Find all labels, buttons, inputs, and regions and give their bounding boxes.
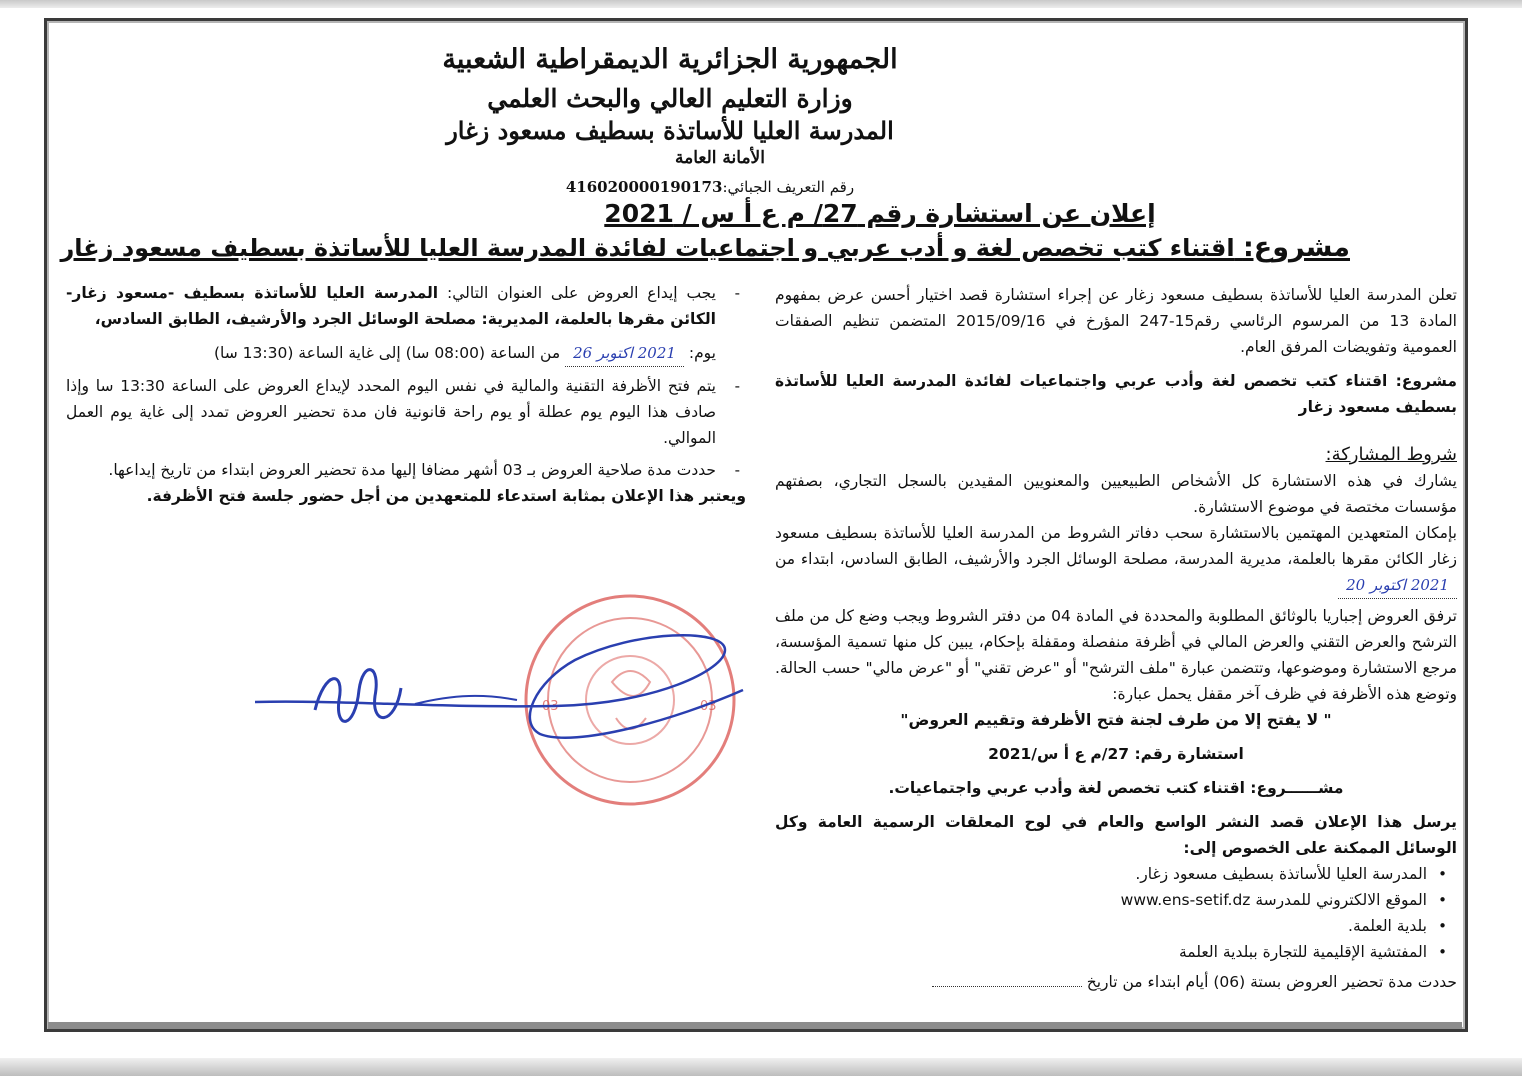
project-heading — [60, 232, 1350, 263]
project-title: اقتناء كتب تخصص لغة و أدب عربي و اجتماعيات لفائدة المدرسة العليا للأساتذة بسطيف مسعود زغار — [60, 234, 1235, 262]
secretariat-title: الأمانة العامة — [675, 148, 765, 168]
deposit-address: المدرسة العليا للأساتذة بسطيف -مسعود زغار- الكائن مقرها بالعلمة، المديرية: مصلحة الوسائل الجرد والأرشيف، الطابق السادس، — [66, 284, 716, 328]
scan-edge-bottom — [0, 1058, 1522, 1076]
conditions-paragraph-2-text: بإمكان المتعهدين المهتمين بالاستشارة سحب دفاتر الشروط من المدرسة العليا للأساتذة بسطيف مسعود زغار الكائن مقرها بالعلمة، مديرية المدرسة، مصلحة الوسائل الجرد والأرشيف، الطابق السادس، ابتداء من — [775, 524, 1457, 568]
tax-id-value: 416020000190173 — [565, 178, 723, 196]
deposit-list — [66, 280, 746, 483]
conditions-paragraph-2 — [775, 520, 1457, 599]
deposit-intro: يجب إيداع العروض على العنوان التالي: — [447, 284, 716, 302]
stamp-number-left: 03 — [542, 699, 559, 714]
tax-id — [220, 178, 1200, 196]
conditions-paragraph-3: ترفق العروض إجباريا بالوثائق المطلوبة والمحددة في المادة 04 من دفتر الشروط ويجب وضع كل من ملف الترشح والعرض التقني والعرض المالي في أظرفة منفصلة ومقفلة بإحكام، يبين كل منها تسمية المؤسسة، مرجع الاستشارة وموضوعها، وتتضمن عبارة "ملف الترشح" أو "عرض تقني" أو "عرض مالي" حسب الحالة. وتوضع هذه الأظرفة في ظرف آخر مقفل يحمل عبارة: — [775, 607, 1457, 703]
left-column — [66, 280, 746, 509]
publication-target: • المفتشية الإقليمية للتجارة ببلدية العلمة — [775, 939, 1457, 965]
publication-target: • بلدية العلمة. — [775, 913, 1457, 939]
conditions-heading: شروط المشاركة: — [1325, 444, 1457, 465]
signature — [255, 630, 745, 750]
school-title: المدرسة العليا للأساتذة بسطيف مسعود زغار — [446, 116, 894, 145]
project-short: مشــــــروع: اقتناء كتب تخصص لغة وأدب عربي واجتماعيات. — [888, 779, 1344, 797]
deposit-time — [66, 340, 716, 367]
day-label: يوم: — [688, 344, 716, 362]
publication-target: • المدرسة العليا للأساتذة بسطيف مسعود زغار. — [775, 861, 1457, 887]
publication-target: • الموقع الالكتروني للمدرسة www.ens-setif.dz — [775, 887, 1457, 913]
stamp-number-right: 03 — [700, 699, 717, 714]
intro-paragraph: تعلن المدرسة العليا للأساتذة بسطيف مسعود زغار عن إجراء استشارة قصد اختيار أحسن عرض بمفهوم المادة 13 من المرسوم الرئاسي رقم15-247 المؤرخ في 2015/09/16 المتضمن تنظيم الصفقات العمومية وتفويضات المرفق العام. — [775, 286, 1457, 356]
publication-targets — [775, 861, 1457, 965]
withdraw-date: 2021 اكتوبر 20 — [1338, 572, 1457, 599]
republic-title: الجمهورية الجزائرية الديمقراطية الشعبية — [442, 44, 898, 75]
project-line: مشروع: اقتناء كتب تخصص لغة وأدب عربي واجتماعيات لفائدة المدرسة العليا للأساتذة بسطيف مسعود زغار — [775, 372, 1457, 416]
duration-text — [775, 969, 1457, 995]
tax-id-label: رقم التعريف الجبائي: — [722, 178, 855, 196]
envelope-quote: " لا يفتح إلا من طرف لجنة فتح الأظرفة وتقييم العروض" — [900, 711, 1332, 729]
right-column — [775, 282, 1457, 995]
announcement-title: إعلان عن استشارة رقم 27/ م ع أ س / 2021 — [604, 199, 1156, 228]
publication-text: يرسل هذا الإعلان قصد النشر الواسع والعام في لوح المعلقات الرسمية العامة وكل الوسائل الممكنة على الخصوص إلى: — [775, 813, 1457, 857]
opening-item: - يتم فتح الأظرفة التقنية والمالية في نفس اليوم المحدد لإيداع العروض على الساعة 13:30 سا وإذا صادف هذا اليوم يوم عطلة أو يوم راحة قانونية فان مدة تحضير العروض تمدد إلى غاية يوم العمل الموالي. — [66, 373, 746, 451]
duration-text-label: حددت مدة تحضير العروض بستة (06) أيام ابتداء من تاريخ — [1086, 973, 1457, 991]
scan-edge-top — [0, 0, 1522, 8]
conditions-paragraph-1: يشارك في هذه الاستشارة كل الأشخاص الطبيعيين والمعنويين المقيدين بالسجل التجاري، بصفتهم مؤسسات مختصة في موضوع الاستشارة. — [775, 472, 1457, 516]
frame-bottom-border — [48, 1022, 1462, 1029]
project-label: مشروع: — [1242, 232, 1350, 263]
validity-item: - حددت مدة صلاحية العروض بـ 03 أشهر مضافا إليها مدة تحضير العروض ابتداء من تاريخ إيداعها. — [66, 457, 746, 483]
ministry-title: وزارة التعليم العالي والبحث العلمي — [487, 84, 853, 113]
consultation-reference: استشارة رقم: 27/م ع أ س/2021 — [988, 745, 1244, 763]
invitation-text: ويعتبر هذا الإعلان بمثابة استدعاء للمتعهدين من أجل حضور جلسة فتح الأظرفة. — [146, 487, 746, 505]
duration-date-blank — [932, 986, 1082, 987]
deposit-date: 2021 اكتوبر 26 — [565, 340, 684, 367]
deposit-item — [66, 280, 746, 367]
deposit-hours: من الساعة (08:00 سا) إلى غاية الساعة (13:30 سا) — [213, 344, 561, 362]
